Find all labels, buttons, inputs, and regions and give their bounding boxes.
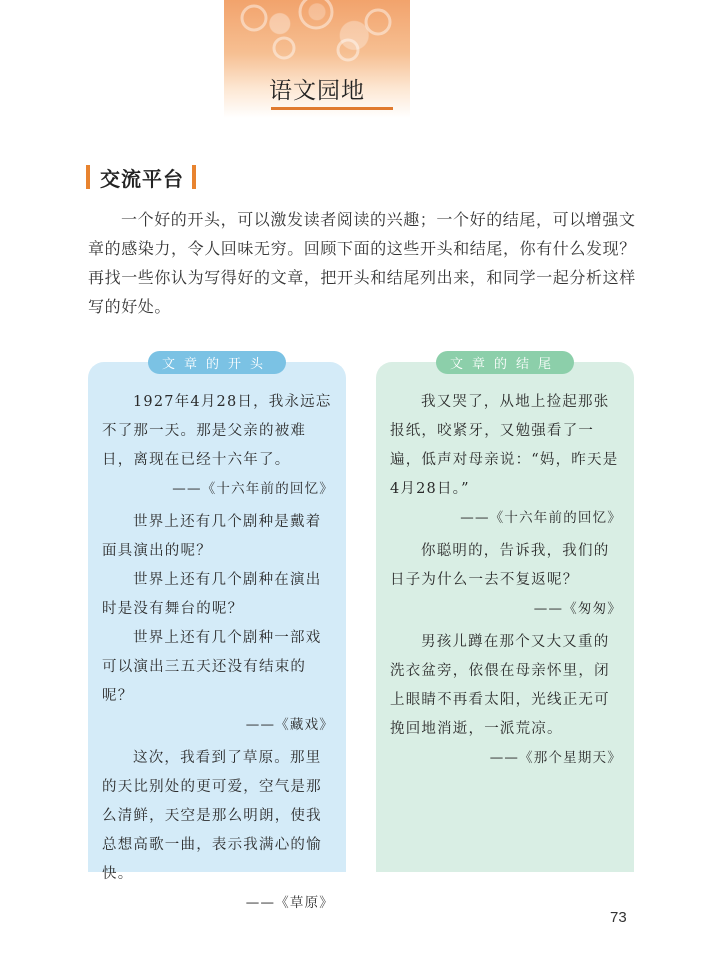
- opening-text: 世界上还有几个剧种一部戏可以演出三五天还没有结束的呢？: [102, 630, 322, 704]
- opening-source: ——《十六年前的回忆》: [172, 481, 334, 497]
- title-underline: [271, 107, 393, 110]
- ending-text: 我又哭了，从地上捡起那张报纸，咬紧牙，又勉强看了一遍，低声对母亲说：“妈，昨天是4月28日。”: [390, 394, 619, 497]
- section-heading: [86, 163, 196, 191]
- page-title: 语文园地: [269, 78, 365, 104]
- endings-tag: 文章的结尾: [436, 351, 574, 374]
- page-number: 73: [610, 909, 627, 926]
- opening-text: 世界上还有几个剧种在演出时是没有舞台的呢？: [102, 572, 322, 617]
- banner-pattern: [224, 0, 410, 80]
- endings-list: [390, 388, 624, 777]
- openings-list: [102, 388, 336, 922]
- heading-bar-right: [192, 165, 196, 189]
- opening-text: 这次，我看到了草原。那里的天比别处的更可爱，空气是那么清鲜，天空是那么明朗，使我总想高歌一曲，表示我满心的愉快。: [102, 750, 322, 882]
- ending-text: 男孩儿蹲在那个又大又重的洗衣盆旁，依偎在母亲怀里，闭上眼睛不再看太阳，光线正无可挽回地消逝，一派荒凉。: [390, 634, 610, 737]
- ending-source: ——《十六年前的回忆》: [460, 510, 622, 526]
- opening-text: 1927年4月28日，我永远忘不了那一天。那是父亲的被难日，离现在已经十六年了。: [102, 394, 332, 468]
- endings-card: [376, 357, 634, 872]
- opening-source: ——《藏戏》: [245, 717, 334, 733]
- heading-bar-left: [86, 165, 90, 189]
- ending-source: ——《匆匆》: [533, 601, 622, 617]
- intro-paragraph: 一个好的开头，可以激发读者阅读的兴趣；一个好的结尾，可以增强文章的感染力，令人回味无穷。回顾下面的这些开头和结尾，你有什么发现？再找一些你认为写得好的文章，把开头和结尾列出来，和同学一起分析这样写的好处。: [88, 210, 636, 316]
- openings-tag: 文章的开头: [148, 351, 286, 374]
- section-title: 交流平台: [100, 166, 184, 191]
- header-banner: [224, 0, 410, 118]
- ending-source: ——《那个星期天》: [489, 750, 622, 766]
- ending-text: 你聪明的，告诉我，我们的日子为什么一去不复返呢？: [390, 543, 610, 588]
- opening-text: 世界上还有几个剧种是戴着面具演出的呢？: [102, 514, 322, 559]
- opening-source: ——《草原》: [245, 895, 334, 911]
- openings-card: [88, 357, 346, 911]
